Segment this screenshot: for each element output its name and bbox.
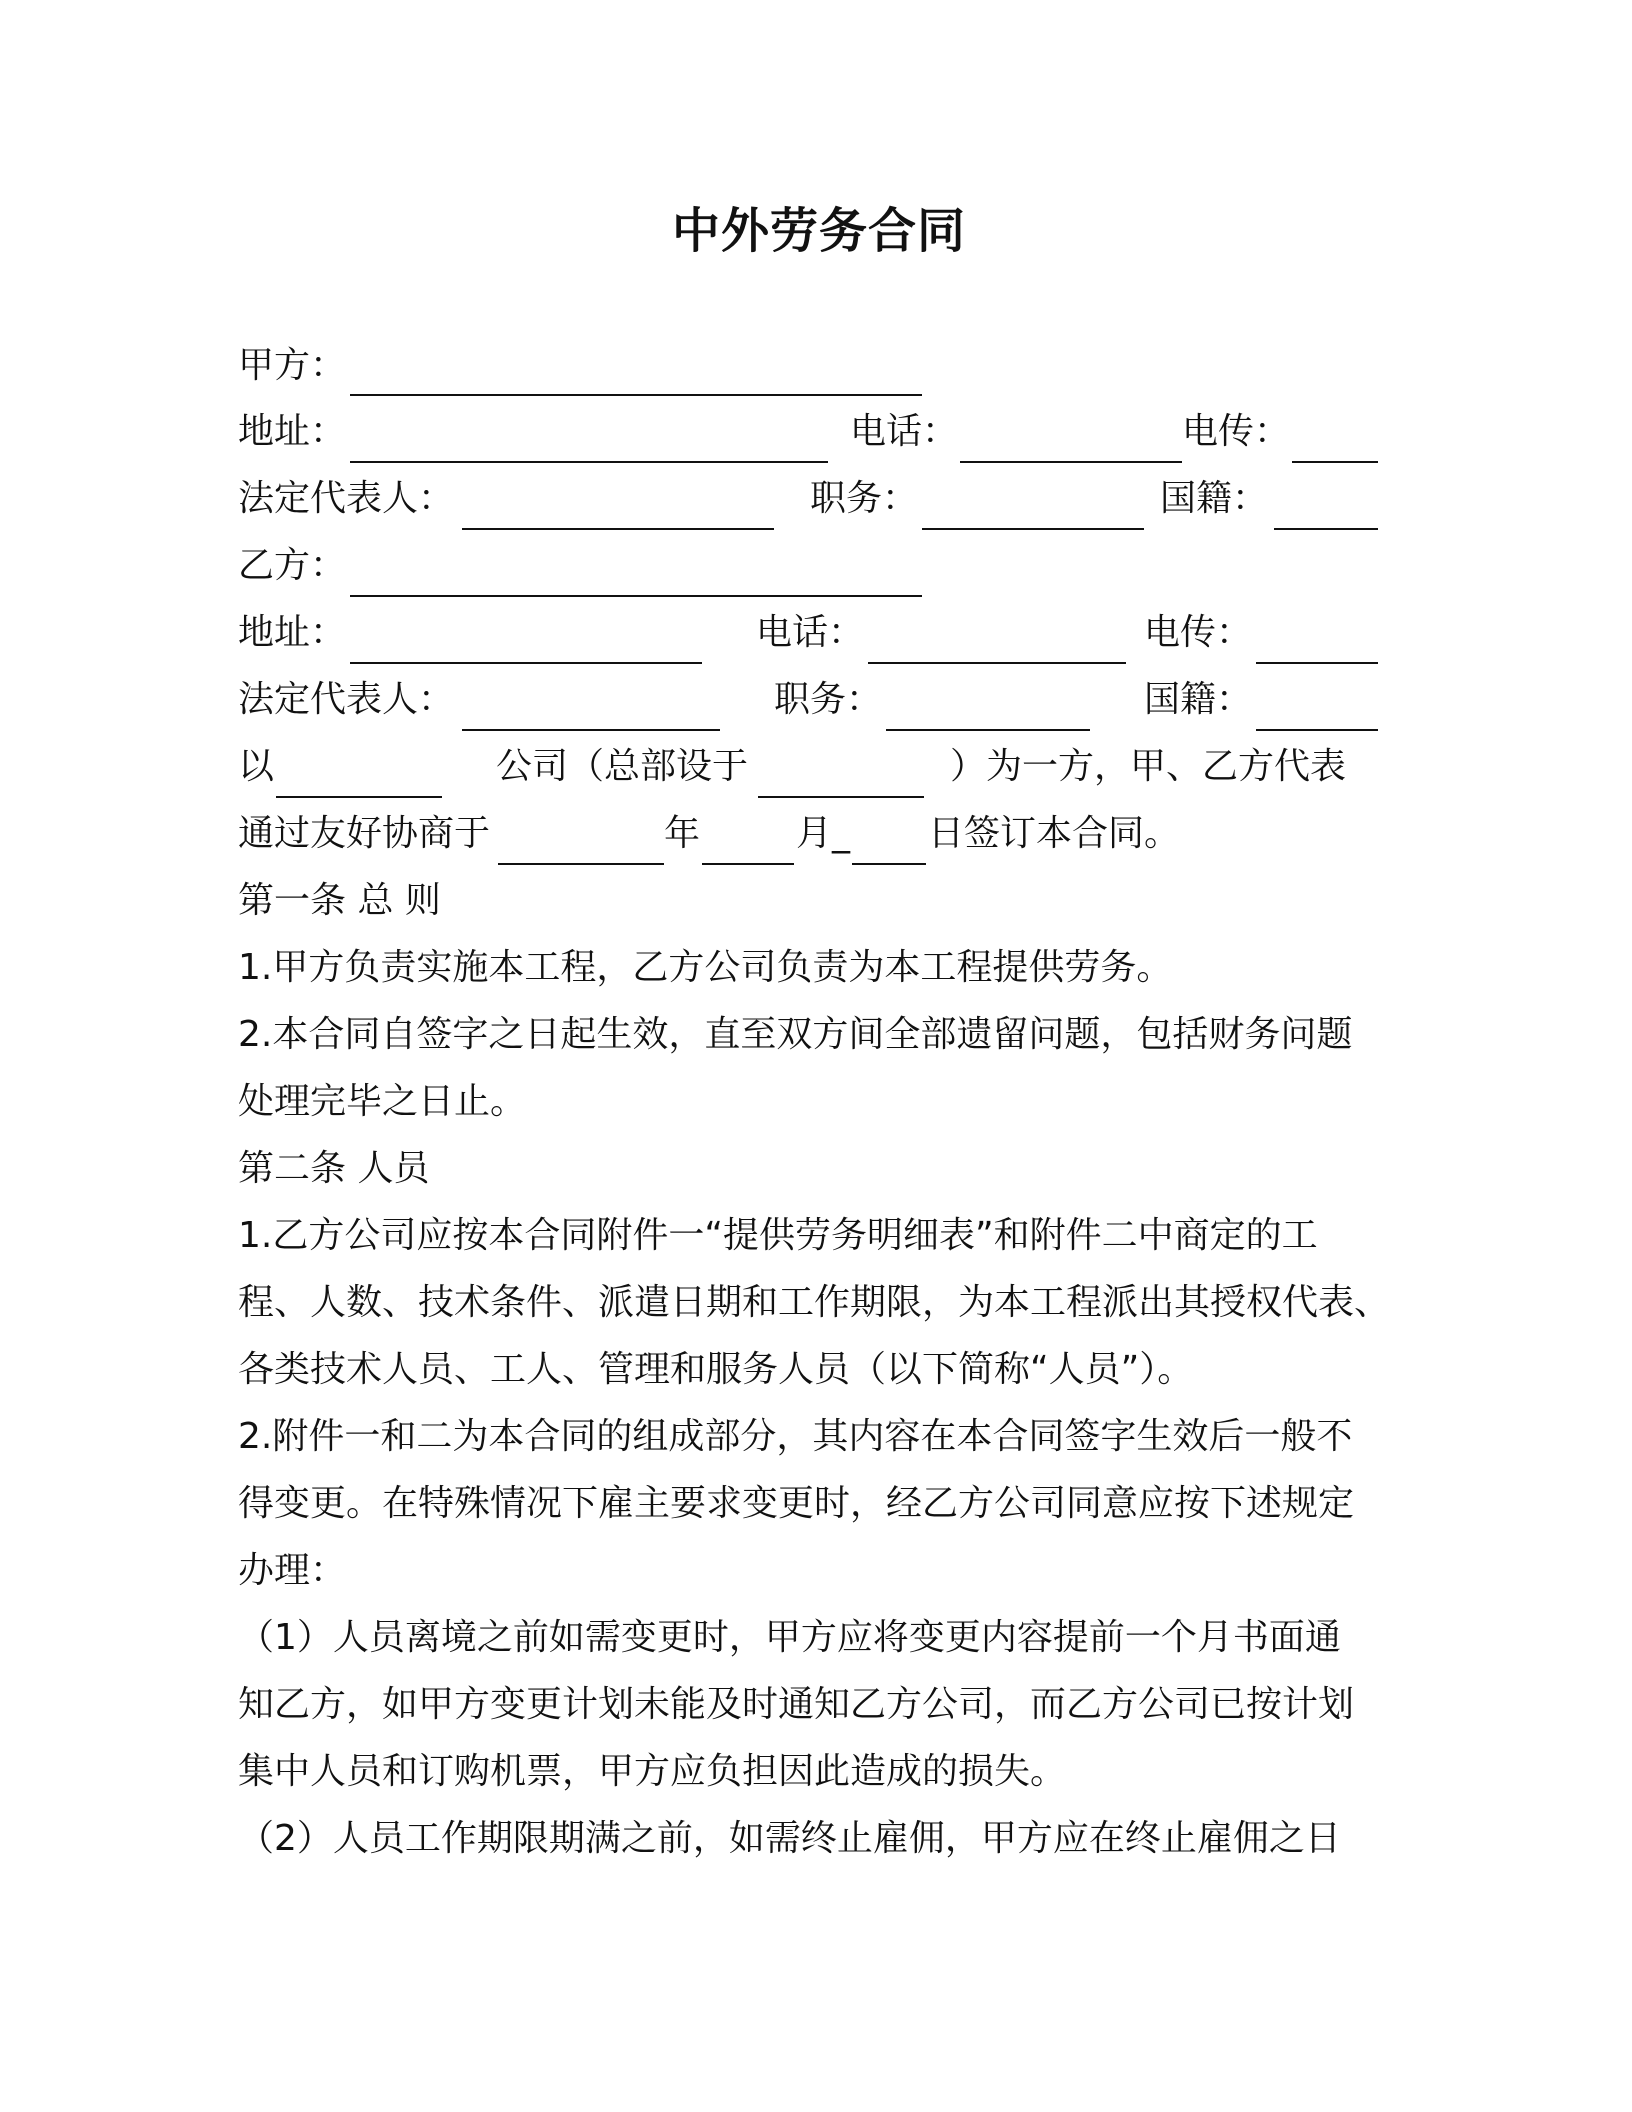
party-a-phone-label: 电话： — [850, 411, 959, 452]
party-b-nationality-blank[interactable] — [1256, 729, 1378, 731]
party-b-phone-blank[interactable] — [868, 662, 1126, 664]
party-b-phone-label: 电话： — [756, 612, 865, 653]
party-b-position-blank[interactable] — [886, 729, 1090, 731]
article-2-clause-2-line-1: 2.附件一和二为本合同的组成部分，其内容在本合同签字生效后一般不 — [238, 1416, 1353, 1457]
party-b-position-label: 职务： — [774, 679, 883, 720]
article-1-clause-2-line-2: 处理完毕之日止。 — [238, 1081, 527, 1122]
intro-company-text: 公司（总部设于 — [496, 746, 749, 787]
party-a-label: 甲方： — [238, 345, 347, 386]
party-b-blank[interactable] — [350, 595, 922, 597]
article-2-clause-2-line-3: 办理： — [238, 1550, 347, 1591]
intro-word-yi: 以 — [238, 746, 275, 787]
party-a-legal-rep-label: 法定代表人： — [238, 478, 455, 519]
party-b-legal-rep-blank[interactable] — [462, 729, 720, 731]
article-2-sub-2-line-1: （2）人员工作期限期满之前，如需终止雇佣，甲方应在终止雇佣之日 — [238, 1818, 1341, 1859]
intro-negotiation-text: 通过友好协商于 — [238, 813, 491, 854]
intro-party-text: ）为一方，甲、乙方代表 — [950, 746, 1347, 787]
party-b-nationality-label: 国籍： — [1144, 679, 1253, 720]
party-a-address-blank[interactable] — [350, 461, 828, 463]
document-title: 中外劳务合同 — [672, 203, 967, 259]
article-2-clause-2-line-2: 得变更。在特殊情况下雇主要求变更时，经乙方公司同意应按下述规定 — [238, 1483, 1355, 1524]
party-a-position-blank[interactable] — [922, 528, 1144, 530]
party-a-legal-rep-blank[interactable] — [462, 528, 774, 530]
sign-month-blank[interactable] — [702, 863, 794, 865]
article-2-heading: 第二条 人员 — [238, 1148, 430, 1189]
article-2-sub-1-line-1: （1）人员离境之前如需变更时，甲方应将变更内容提前一个月书面通 — [238, 1617, 1341, 1658]
party-a-position-label: 职务： — [810, 478, 919, 519]
headquarters-blank[interactable] — [758, 796, 924, 798]
company-name-blank[interactable] — [276, 796, 442, 798]
party-a-nationality-blank[interactable] — [1274, 528, 1378, 530]
party-a-blank[interactable] — [350, 394, 922, 396]
month-label: 月_ — [796, 813, 851, 854]
sign-day-blank[interactable] — [852, 863, 926, 865]
article-1-heading: 第一条 总 则 — [238, 880, 441, 921]
party-a-phone-blank[interactable] — [960, 461, 1182, 463]
party-a-fax-blank[interactable] — [1292, 461, 1378, 463]
article-2-sub-1-line-2: 知乙方，如甲方变更计划未能及时通知乙方公司，而乙方公司已按计划 — [238, 1684, 1355, 1725]
article-2-clause-1-line-3: 各类技术人员、工人、管理和服务人员（以下简称“人员”）。 — [238, 1349, 1194, 1390]
party-b-address-label: 地址： — [238, 612, 347, 653]
article-1-clause-2-line-1: 2.本合同自签字之日起生效，直至双方间全部遗留问题，包括财务问题 — [238, 1014, 1353, 1055]
article-2-clause-1-line-1: 1.乙方公司应按本合同附件一“提供劳务明细表”和附件二中商定的工 — [238, 1215, 1318, 1256]
article-2-sub-1-line-3: 集中人员和订购机票，甲方应负担因此造成的损失。 — [238, 1751, 1067, 1792]
article-2-clause-1-line-2: 程、人数、技术条件、派遣日期和工作期限，为本工程派出其授权代表、 — [238, 1282, 1391, 1323]
sign-year-blank[interactable] — [498, 863, 664, 865]
article-1-clause-1: 1.甲方负责实施本工程，乙方公司负责为本工程提供劳务。 — [238, 947, 1173, 988]
party-a-nationality-label: 国籍： — [1160, 478, 1269, 519]
party-b-fax-label: 电传： — [1144, 612, 1253, 653]
party-a-address-label: 地址： — [238, 411, 347, 452]
party-b-legal-rep-label: 法定代表人： — [238, 679, 455, 720]
party-b-label: 乙方： — [238, 545, 347, 586]
party-b-address-blank[interactable] — [350, 662, 702, 664]
party-a-fax-label: 电传： — [1182, 411, 1291, 452]
year-label: 年 — [664, 813, 701, 854]
party-b-fax-blank[interactable] — [1256, 662, 1378, 664]
intro-sign-text: 日签订本合同。 — [928, 813, 1181, 854]
